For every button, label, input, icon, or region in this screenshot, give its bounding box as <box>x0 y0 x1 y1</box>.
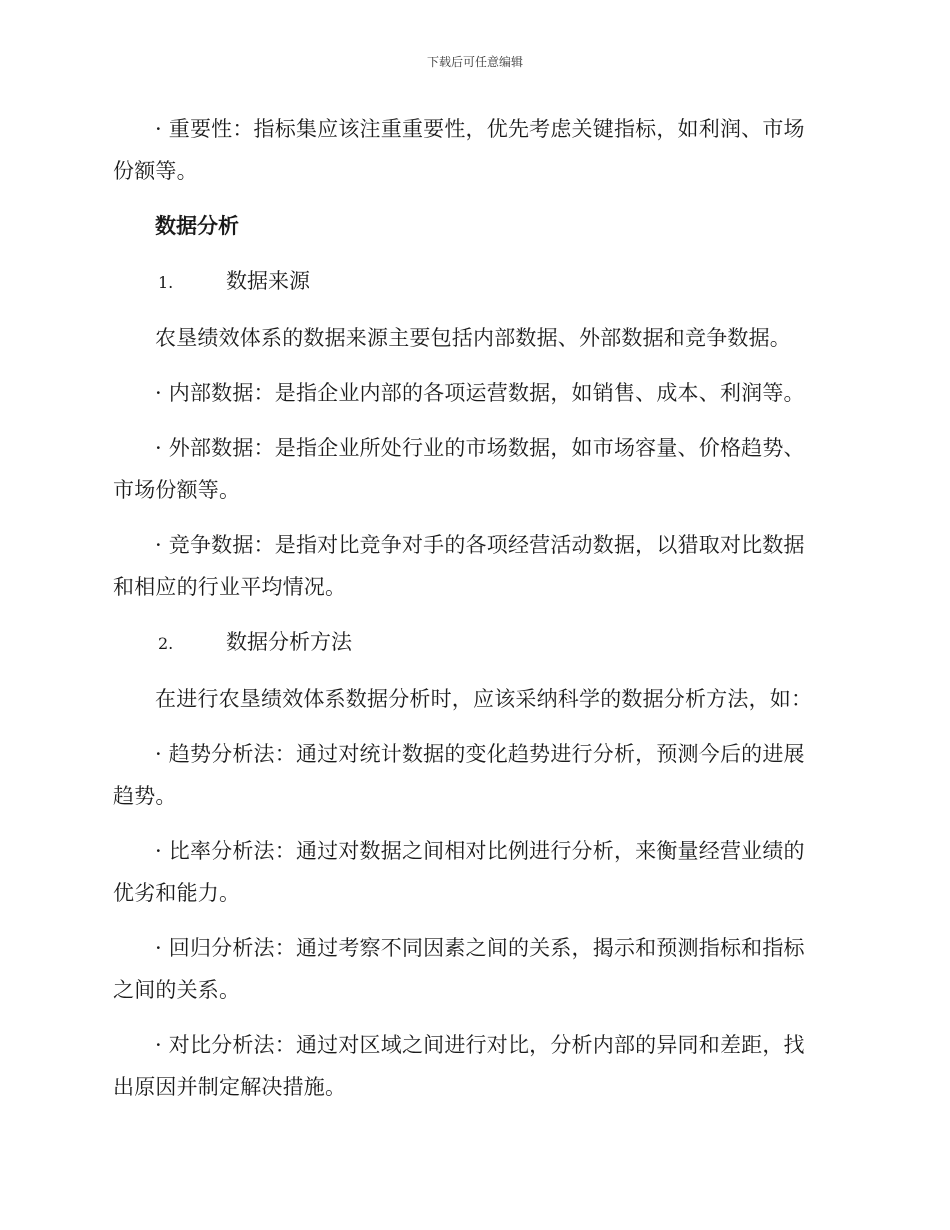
item-number: 2. <box>158 634 174 653</box>
paragraph-importance: · 重要性：指标集应该注重重要性，优先考虑关键指标，如利润、市场份额等。 <box>113 117 805 183</box>
numbered-item-analysis-methods <box>113 621 825 665</box>
document-body <box>113 108 825 1121</box>
paragraph-competitive-data: · 竞争数据：是指对比竞争对手的各项经营活动数据，以猎取对比数据和相应的行业平均情况。 <box>113 533 805 599</box>
paragraph-regression-analysis: · 回归分析法：通过考察不同因素之间的关系，揭示和预测指标和指标之间的关系。 <box>113 936 805 1002</box>
item-title: 数据分析方法 <box>226 630 352 654</box>
item-number: 1. <box>158 273 174 292</box>
paragraph-ratio-analysis: · 比率分析法：通过对数据之间相对比例进行分析，来衡量经营业绩的优劣和能力。 <box>113 839 805 905</box>
paragraph-internal-data: · 内部数据：是指企业内部的各项运营数据，如销售、成本、利润等。 <box>155 381 805 405</box>
section-heading: 数据分析 <box>155 213 239 238</box>
paragraph-external-data: · 外部数据：是指企业所处行业的市场数据，如市场容量、价格趋势、市场份额等。 <box>113 436 805 502</box>
page-header: 下载后可任意编辑 <box>426 55 523 69</box>
paragraph-methods-intro: 在进行农垦绩效体系数据分析时，应该采纳科学的数据分析方法，如： <box>155 687 813 711</box>
paragraph-trend-analysis: · 趋势分析法：通过对统计数据的变化趋势进行分析，预测今后的进展趋势。 <box>113 742 805 808</box>
paragraph-comparative-analysis: · 对比分析法：通过对区域之间进行对比，分析内部的异同和差距，找出原因并制定解决措施。 <box>113 1033 805 1099</box>
item-title: 数据来源 <box>226 269 310 293</box>
paragraph-data-source-intro: 农垦绩效体系的数据来源主要包括内部数据、外部数据和竞争数据。 <box>155 326 791 350</box>
numbered-item-data-source <box>113 260 825 304</box>
